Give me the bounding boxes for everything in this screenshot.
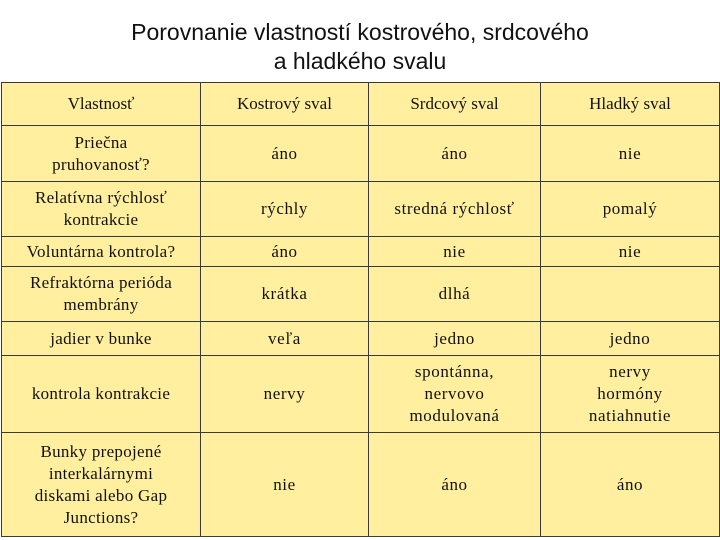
cell-cardiac: áno xyxy=(369,126,541,182)
comparison-table-container xyxy=(1,82,719,536)
cell-smooth: áno xyxy=(541,433,720,537)
cell-cardiac: áno xyxy=(369,433,541,537)
cell-cardiac: spontánna, nervovo modulovaná xyxy=(369,356,541,433)
cell-skeletal: áno xyxy=(201,126,369,182)
table-row xyxy=(2,126,720,182)
cell-cardiac: stredná rýchlosť xyxy=(369,182,541,237)
row-label: Voluntárna kontrola? xyxy=(2,237,201,267)
slide-title xyxy=(0,18,720,76)
table-row xyxy=(2,182,720,237)
header-property: Vlastnosť xyxy=(2,83,201,126)
table-row xyxy=(2,433,720,537)
cell-skeletal: krátka xyxy=(201,267,369,322)
row-label: kontrola kontrakcie xyxy=(2,356,201,433)
table-header-row xyxy=(2,83,720,126)
cell-skeletal: veľa xyxy=(201,322,369,356)
row-label: Relatívna rýchlosť kontrakcie xyxy=(2,182,201,237)
row-label: jadier v bunke xyxy=(2,322,201,356)
cell-smooth: jedno xyxy=(541,322,720,356)
cell-smooth: pomalý xyxy=(541,182,720,237)
cell-smooth: nie xyxy=(541,126,720,182)
cell-skeletal: nervy xyxy=(201,356,369,433)
header-skeletal-muscle: Kostrový sval xyxy=(201,83,369,126)
header-cardiac-muscle: Srdcový sval xyxy=(369,83,541,126)
cell-cardiac: jedno xyxy=(369,322,541,356)
slide-title-line-2: a hladkého svalu xyxy=(273,48,447,74)
cell-smooth: nervy hormóny natiahnutie xyxy=(541,356,720,433)
table-row xyxy=(2,356,720,433)
slide-title-line-1: Porovnanie vlastností kostrového, srdcového xyxy=(131,19,589,45)
cell-cardiac: dlhá xyxy=(369,267,541,322)
cell-cardiac: nie xyxy=(369,237,541,267)
cell-smooth: nie xyxy=(541,237,720,267)
header-smooth-muscle: Hladký sval xyxy=(541,83,720,126)
table-row xyxy=(2,237,720,267)
row-label: Priečna pruhovanosť? xyxy=(2,126,201,182)
cell-skeletal: rýchly xyxy=(201,182,369,237)
table-row xyxy=(2,267,720,322)
cell-skeletal: nie xyxy=(201,433,369,537)
cell-skeletal: áno xyxy=(201,237,369,267)
row-label: Bunky prepojené interkalárnymi diskami alebo Gap Junctions? xyxy=(2,433,201,537)
muscle-comparison-table xyxy=(1,82,720,537)
table-row xyxy=(2,322,720,356)
cell-smooth xyxy=(541,267,720,322)
row-label: Refraktórna perióda membrány xyxy=(2,267,201,322)
